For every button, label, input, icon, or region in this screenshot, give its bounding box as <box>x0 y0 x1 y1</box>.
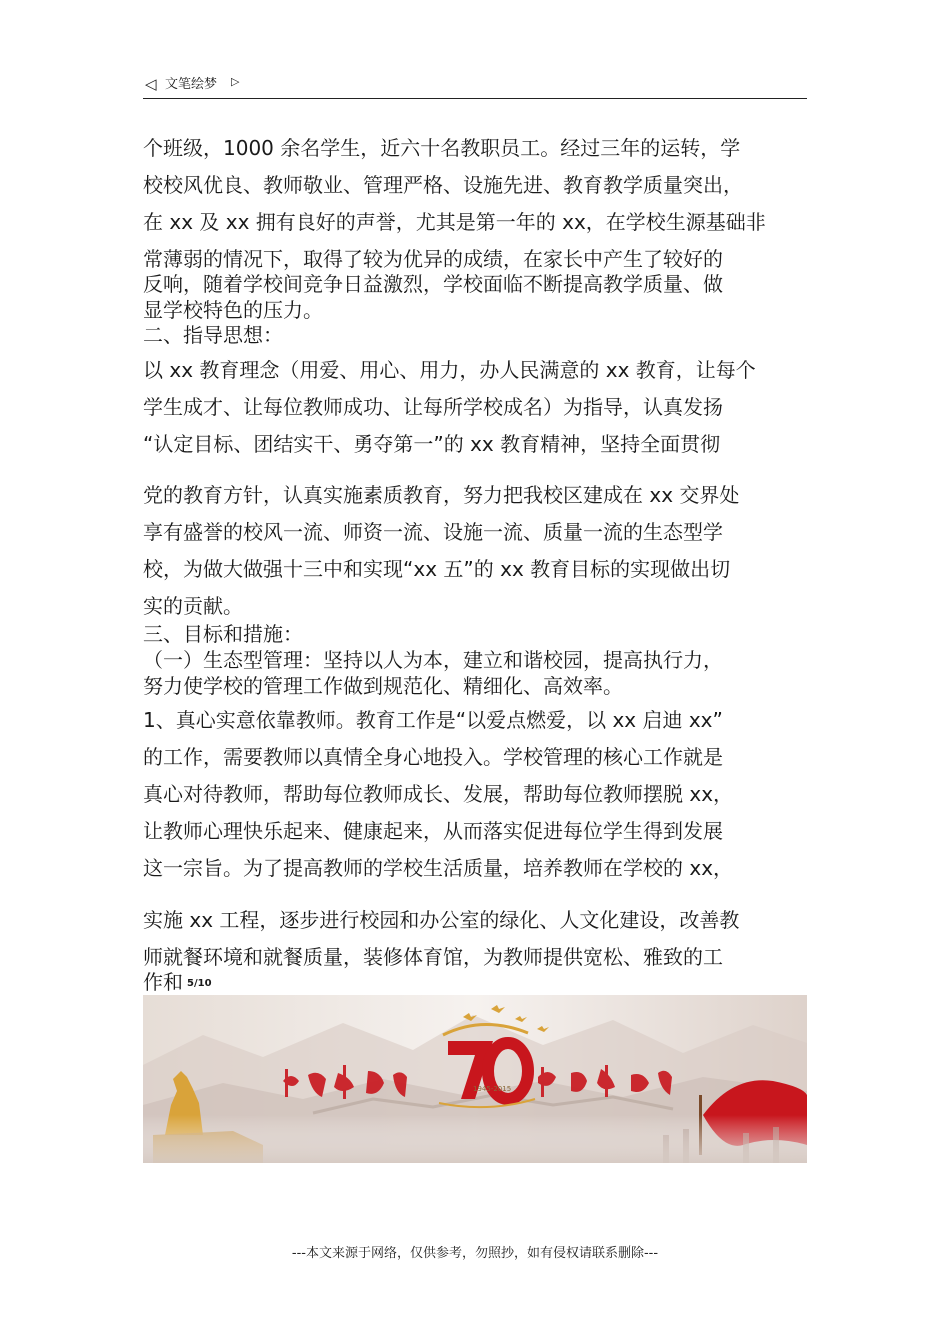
section-heading <box>143 322 807 348</box>
paragraph-background <box>143 130 807 323</box>
section-heading <box>143 621 807 647</box>
text-line: 以 xx 教育理念（用爱、用心、用力，办人民满意的 xx 教育，让每个 <box>143 358 756 382</box>
text-line: “认定目标、团结实干、勇夺第一”的 xx 教育精神，坚持全面贯彻 <box>143 432 721 456</box>
text-line: 让教师心理快乐起来、健康起来，从而落实促进每位学生得到发展 <box>143 819 723 843</box>
text-line: 二、指导思想： <box>143 323 283 347</box>
text-line: 校校风优良、教师敬业、管理严格、设施先进、教育教学质量突出， <box>143 173 743 197</box>
text-line: 反响，随着学校间竞争日益激烈，学校面临不断提高教学质量、做 <box>143 272 723 296</box>
header-brand: 文笔绘梦 <box>165 77 218 92</box>
page-footer: ---本文来源于网络，仅供参考，勿照抄，如有侵权请联系删除--- <box>291 1246 659 1261</box>
text-line: 学生成才、让每位教师成功、让每所学校成名）为指导，认真发扬 <box>143 395 723 419</box>
text-line: 党的教育方针，认真实施素质教育，努力把我校区建成在 xx 交界处 <box>143 483 740 507</box>
anniversary-banner <box>143 995 807 1163</box>
page-number: 5/10 <box>187 977 212 989</box>
text-line: 实施 xx 工程，逐步进行校园和办公室的绿化、人文化建设，改善教 <box>143 908 740 932</box>
text-line: 常薄弱的情况下，取得了较为优异的成绩，在家长中产生了较好的 <box>143 247 723 271</box>
text-line: 实的贡献。 <box>143 594 243 618</box>
years-label: 1945-2015 <box>473 1085 512 1093</box>
text-line: 校，为做大做强十三中和实现“xx 五”的 xx 教育目标的实现做出切 <box>143 557 731 581</box>
paragraph-project <box>143 902 807 997</box>
paragraph-teachers <box>143 702 807 887</box>
text-line: 享有盛誉的校风一流、师资一流、设施一流、质量一流的生态型学 <box>143 520 723 544</box>
text-line: 的工作，需要教师以真情全身心地投入。学校管理的核心工作就是 <box>143 745 723 769</box>
text-line: 努力使学校的管理工作做到规范化、精细化、高效率。 <box>143 674 623 698</box>
paragraph-guiding-thought-cont <box>143 477 807 625</box>
text-line: 1、真心实意依靠教师。教育工作是“以爱点燃爱，以 xx 启迪 xx” <box>143 708 723 732</box>
text-line: 显学校特色的压力。 <box>143 298 323 322</box>
paragraph-management <box>143 647 807 699</box>
text-line: 个班级，1000 余名学生，近六十名教职员工。经过三年的运转，学 <box>143 136 741 160</box>
banner-artwork <box>143 995 807 1163</box>
page-header <box>143 72 807 99</box>
text-line: 师就餐环境和就餐质量，装修体育馆，为教师提供宽松、雅致的工 <box>143 945 723 969</box>
text-line-last <box>143 969 807 997</box>
text-line: （一）生态型管理：坚持以人为本，建立和谐校园，提高执行力， <box>143 648 723 672</box>
text-line: 这一宗旨。为了提高教师的学校生活质量，培养教师在学校的 xx， <box>143 856 734 880</box>
right-triangle-icon: ▷ <box>231 75 240 88</box>
paragraph-guiding-thought <box>143 352 807 463</box>
text-line: 真心对待教师，帮助每位教师成长、发展，帮助每位教师摆脱 xx， <box>143 782 734 806</box>
text-line: 在 xx 及 xx 拥有良好的声誉，尤其是第一年的 xx，在学校生源基础非 <box>143 210 766 234</box>
left-triangle-icon: ◁ <box>145 75 157 93</box>
text-line: 三、目标和措施： <box>143 622 303 646</box>
text-fragment: 作和 <box>143 970 183 994</box>
